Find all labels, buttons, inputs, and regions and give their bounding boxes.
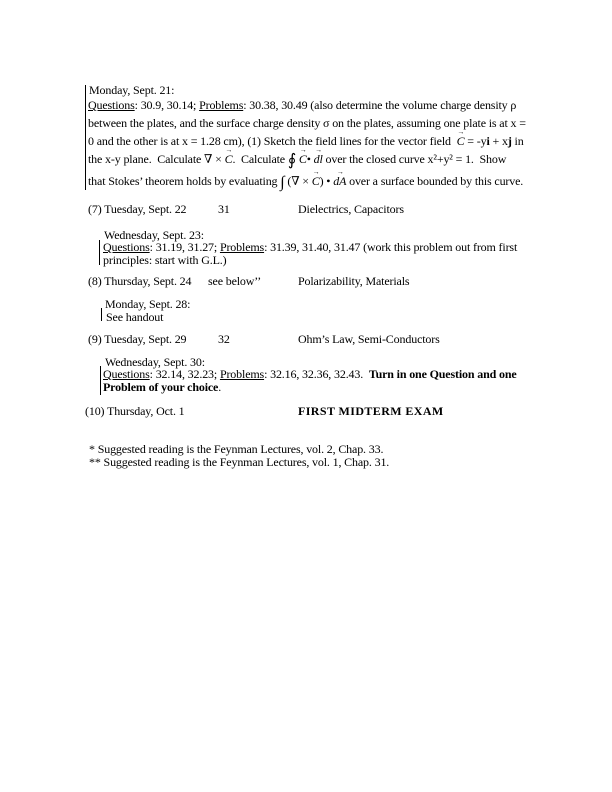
schedule-date: (8) Thursday, Sept. 24 [88, 274, 192, 288]
text-line: See handout [106, 310, 164, 324]
change-bar-sept21 [85, 85, 86, 190]
schedule-date: (9) Tuesday, Sept. 29 [88, 332, 187, 346]
vector-arrow-icon: → [299, 146, 307, 154]
schedule-topic-exam: FIRST MIDTERM EXAM [298, 404, 444, 418]
schedule-date: (7) Tuesday, Sept. 22 [88, 202, 187, 216]
text-line: Questions: 32.14, 32.23; Problems: 32.16, 32.36, 32.43. Turn in one Question and one [103, 367, 517, 381]
schedule-chapter: 32 [218, 332, 230, 346]
vector-symbol: → C [298, 146, 307, 166]
schedule-topic: Dielectrics, Capacitors [298, 202, 404, 216]
vector-arrow-icon: → [315, 146, 323, 154]
hw-body-sept21 [88, 98, 526, 192]
vector-symbol: → dA [333, 168, 347, 188]
hw-body-sept23 [103, 240, 517, 265]
vector-arrow-icon: → [457, 128, 465, 136]
vector-arrow-icon: → [336, 168, 344, 176]
schedule-row-8 [88, 274, 568, 288]
text-line: the x-y plane. Calculate ∇ × → C. Calculate ∮ → C• → dl over the closed curve x²+y² = 1. Show [88, 146, 507, 169]
hw-heading-sept28: Monday, Sept. 28: [105, 297, 191, 311]
change-bar-sept30 [100, 366, 101, 395]
vector-symbol: → dl [313, 146, 323, 166]
text-line: Questions: 31.19, 31.27; Problems: 31.39, 31.40, 31.47 (work this problem out from first [103, 240, 518, 254]
vector-arrow-icon: → [312, 168, 320, 176]
schedule-date: (10) Thursday, Oct. 1 [85, 404, 185, 418]
change-bar-sept28 [101, 308, 102, 321]
hw-body-sept28 [106, 310, 163, 323]
vector-symbol: → C [456, 128, 465, 148]
footnote-2: ** Suggested reading is the Feynman Lectures, vol. 1, Chap. 31. [89, 455, 390, 469]
text-line: 0 and the other is at x = 1.28 cm), (1) Sketch the field lines for the vector field → C = -yi + xj in [88, 128, 524, 148]
schedule-row-10 [85, 404, 565, 418]
schedule-row-7 [88, 202, 568, 216]
text-line: Questions: 30.9, 30.14; Problems: 30.38, 30.49 (also determine the volume charge density ρ [88, 98, 517, 112]
footnote-1: * Suggested reading is the Feynman Lectures, vol. 2, Chap. 33. [89, 442, 384, 456]
text-line: Problem of your choice. [103, 379, 222, 394]
schedule-topic: Ohm’s Law, Semi-Conductors [298, 332, 440, 346]
schedule-row-9 [88, 332, 568, 346]
hw-heading-sept23: Wednesday, Sept. 23: [104, 228, 204, 242]
vector-symbol: → C [311, 168, 320, 188]
hw-body-sept30 [103, 367, 517, 392]
schedule-topic: Polarizability, Materials [298, 274, 410, 288]
schedule-chapter: 31 [218, 202, 230, 216]
text-line: principles: start with G.L.) [103, 252, 227, 267]
text-line: between the plates, and the surface charge density σ on the plates, assuming one plate is at x = [88, 116, 526, 130]
schedule-chapter: see below’’ [208, 274, 262, 288]
text-line: that Stokes’ theorem holds by evaluating ∫ (∇ × → C) • → dA over a surface bounded by this curve. [88, 168, 524, 191]
hw-heading-sept21: Monday, Sept. 21: [89, 83, 175, 97]
hw-heading-sept30: Wednesday, Sept. 30: [105, 355, 205, 369]
vector-arrow-icon: → [225, 146, 233, 154]
vector-symbol: → C [224, 146, 233, 166]
